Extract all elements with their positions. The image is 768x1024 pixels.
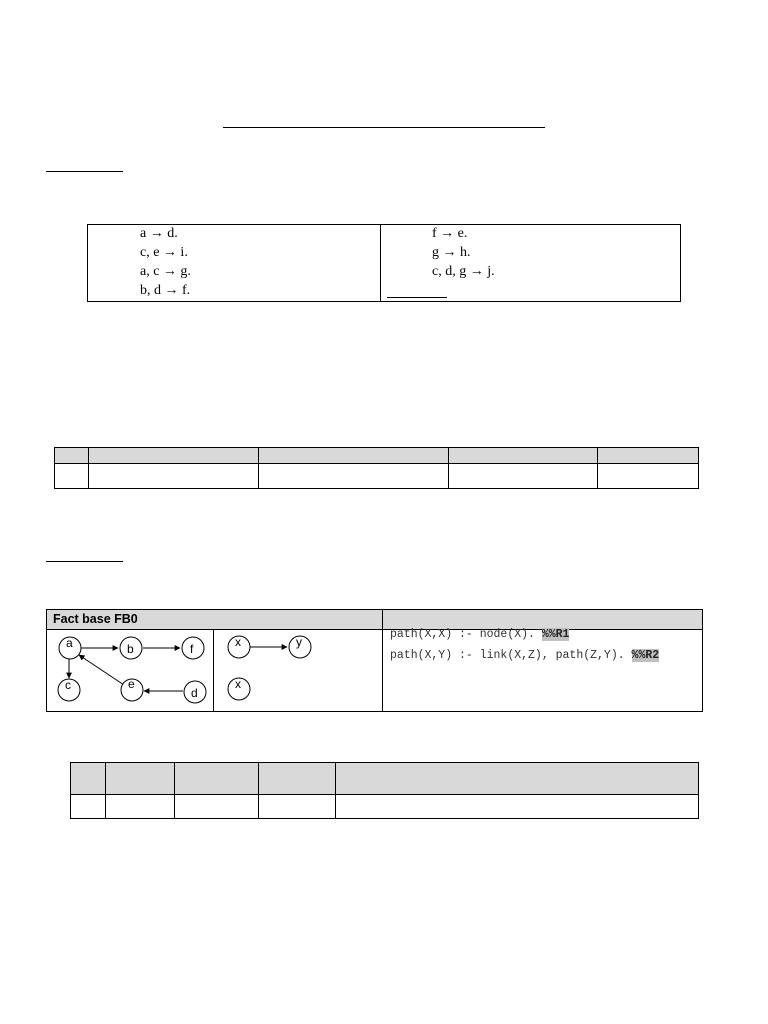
rules-table-divider <box>380 225 381 301</box>
table2-header-cell <box>175 763 259 795</box>
node-label-a: a <box>66 636 73 650</box>
table1-header-cell <box>598 448 699 464</box>
rule-right-1: f → e. <box>432 226 468 241</box>
node-label-e: e <box>128 677 135 691</box>
rule-left-1: a → d. <box>140 226 178 241</box>
rule-right-blank <box>387 297 447 298</box>
node-label-x: x <box>235 635 241 649</box>
graph-2 <box>214 629 382 712</box>
empty-table-2 <box>70 762 699 819</box>
empty-table-1 <box>54 447 699 489</box>
section-underline-1 <box>46 171 123 172</box>
table2-header-cell <box>259 763 336 795</box>
node-label-b: b <box>127 642 134 656</box>
node-label-c: c <box>65 678 71 692</box>
node-label-y: y <box>296 635 302 649</box>
code-line-r1 <box>390 627 569 642</box>
table1-cell <box>55 464 89 489</box>
code-text: path(X,Y) :- link(X,Z), path(Z,Y). <box>390 649 632 662</box>
node-label-f: f <box>190 642 194 656</box>
table2-cell <box>71 795 106 819</box>
graph-1 <box>47 629 213 712</box>
fact-base-table <box>46 609 703 712</box>
table1-header-cell <box>259 448 449 464</box>
table1-cell <box>449 464 598 489</box>
table2-cell <box>259 795 336 819</box>
table2-header-cell <box>71 763 106 795</box>
section-underline-2 <box>46 561 123 562</box>
table2-header-cell <box>336 763 699 795</box>
node-label-x2: x <box>235 677 241 691</box>
rule-tag-r2: %%R2 <box>631 649 660 662</box>
fact-base-header <box>47 610 702 630</box>
title-underline <box>223 127 545 128</box>
rule-right-3: c, d, g → j. <box>432 264 495 279</box>
code-text: path(X,X) :- node(X). <box>390 628 542 641</box>
table1-header-cell <box>55 448 89 464</box>
rule-tag-r1: %%R1 <box>541 628 570 641</box>
rules-table <box>87 224 681 302</box>
rule-left-4: b, d → f. <box>140 283 191 298</box>
edge-e-a <box>79 655 124 685</box>
table2-cell <box>106 795 175 819</box>
rule-left-2: c, e → i. <box>140 245 188 260</box>
table2-cell <box>336 795 699 819</box>
code-line-r2 <box>390 648 659 663</box>
rule-right-2: g → h. <box>432 245 471 260</box>
table2-header-cell <box>106 763 175 795</box>
table1-cell <box>259 464 449 489</box>
node-label-d: d <box>191 686 198 700</box>
fact-base-title: Fact base FB0 <box>53 612 138 626</box>
table2-cell <box>175 795 259 819</box>
fact-base-divider-main <box>382 610 383 711</box>
table1-cell <box>89 464 259 489</box>
rule-left-3: a, c → g. <box>140 264 191 279</box>
table1-cell <box>598 464 699 489</box>
table1-header-cell <box>89 448 259 464</box>
table1-header-cell <box>449 448 598 464</box>
